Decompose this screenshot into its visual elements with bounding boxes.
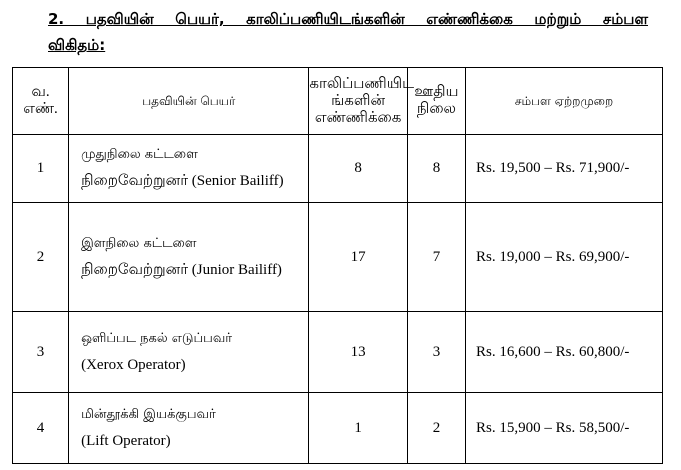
cell-serial-number: 2	[13, 203, 69, 312]
cell-post-name: மின்தூக்கி இயக்குபவர் (Lift Operator)	[69, 393, 309, 464]
table-header-row	[13, 68, 663, 135]
cell-pay-scale: Rs. 19,500 – Rs. 71,900/-	[466, 135, 663, 203]
section-heading-line2: விகிதம்:	[48, 36, 106, 54]
table-row	[13, 393, 663, 464]
cell-pay-scale: Rs. 19,000 – Rs. 69,900/-	[466, 203, 663, 312]
cell-pay-level: 8	[407, 135, 465, 203]
cell-vacancies: 1	[309, 393, 407, 464]
cell-pay-level: 2	[407, 393, 465, 464]
header-vacancies: காலிப்பணியிட ங்களின் எண்ணிக்கை	[309, 68, 407, 135]
header-pay-scale: சம்பள ஏற்றமுறை	[466, 68, 663, 135]
cell-pay-scale: Rs. 15,900 – Rs. 58,500/-	[466, 393, 663, 464]
cell-post-name: ஒளிப்பட நகல் எடுப்பவர் (Xerox Operator)	[69, 312, 309, 393]
header-post-name: பதவியின் பெயர்	[69, 68, 309, 135]
cell-pay-level: 7	[407, 203, 465, 312]
cell-vacancies: 13	[309, 312, 407, 393]
cell-post-name: முதுநிலை கட்டளை நிறைவேற்றுனர் (Senior Bailiff)	[69, 135, 309, 203]
section-heading-line1: 2. பதவியின் பெயர், காலிப்பணியிடங்களின் எண்ணிக்கை மற்றும் சம்பள	[48, 10, 648, 28]
cell-serial-number: 3	[13, 312, 69, 393]
cell-vacancies: 17	[309, 203, 407, 312]
table-row	[13, 135, 663, 203]
table-row	[13, 203, 663, 312]
cell-pay-level: 3	[407, 312, 465, 393]
section-heading	[48, 6, 648, 58]
header-serial-number: வ. எண்.	[13, 68, 69, 135]
cell-vacancies: 8	[309, 135, 407, 203]
cell-pay-scale: Rs. 16,600 – Rs. 60,800/-	[466, 312, 663, 393]
table-row	[13, 312, 663, 393]
cell-serial-number: 1	[13, 135, 69, 203]
posts-table	[12, 67, 663, 464]
cell-post-name: இளநிலை கட்டளை நிறைவேற்றுனர் (Junior Bailiff)	[69, 203, 309, 312]
cell-serial-number: 4	[13, 393, 69, 464]
header-pay-level: ஊதிய நிலை	[407, 68, 465, 135]
